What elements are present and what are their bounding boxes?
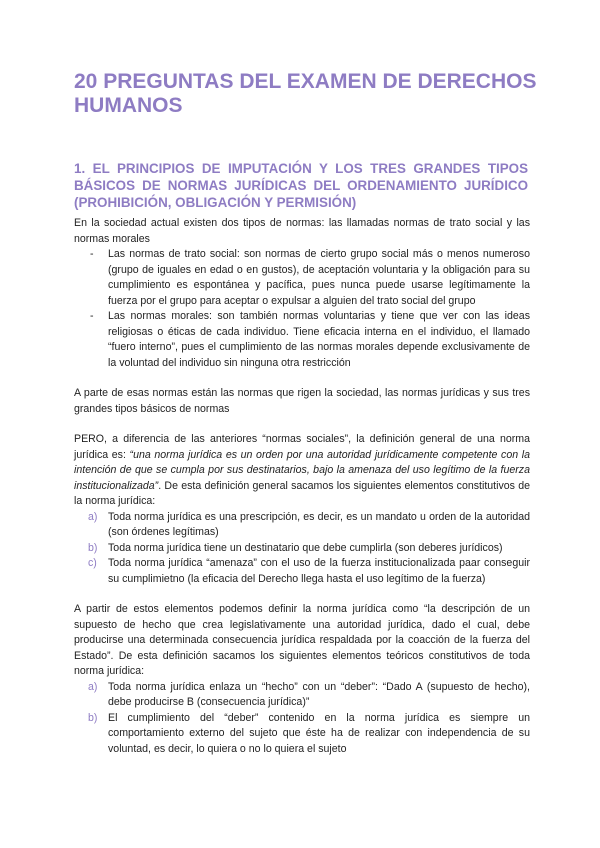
list-item-text: Toda norma jurídica “amenaza” con el uso de la fuerza institucionalizada paar conseguir su cumplimietno (la eficacia del Derecho llega hasta el uso legítimo de la fuerza) [108,557,530,585]
list-marker: c) [88,557,97,569]
document-body [74,216,530,757]
definition-quote: “una norma jurídica es un orden por una autoridad jurídicamente competente con la intención de que se cumpla por sus destinatarios, bajo la amenaza del uso legítimo de la fuerza institucionalizada” [74,448,530,492]
list-item [74,680,530,711]
intro-paragraph: En la sociedad actual existen dos tipos de normas: las llamadas normas de trato social y las normas morales [74,217,530,245]
list-item [74,556,530,587]
list-item-text: Toda norma jurídica enlaza un “hecho” con un “deber”: “Dado A (supuesto de hecho), debe producirse B (consecuencia jurídica)” [108,680,530,708]
theory-paragraph: A partir de estos elementos podemos definir la norma jurídica como “la descripción de un supuesto de hecho que crea legislativamente una autoridad jurídica, dado el cual, debe producirse una determinada consecuencia jurídica respaldada por la coacción de la fuerza del Estado”. De esta definición sacamos los siguientes elementos teóricos constitutivos de toda norma jurídica: [74,603,530,677]
list-item [74,541,530,557]
theory-elements-list [74,680,530,758]
definition-intro: PERO, a diferencia de las anteriores “normas sociales”, la definición general de una norma jurídica es: [74,433,530,461]
list-item-text: Toda norma jurídica tiene un destinatario que debe cumplirla (son deberes jurídicos) [108,541,503,554]
list-marker: b) [88,711,98,724]
definition-end: . De esta definición general sacamos los siguientes elementos constitutivos de la norma jurídica: [74,479,530,507]
list-item-text: Toda norma jurídica es una prescripción, es decir, es un mandato u orden de la autoridad (son órdenes legítimas) [108,510,530,538]
juridicas-paragraph: A parte de esas normas están las normas que rigen la sociedad, las normas jurídicas y sus tres grandes tipos básicos de normas [74,387,530,415]
list-item [74,309,530,371]
dash-marker: - [90,248,94,260]
elements-list [74,510,530,588]
dash-marker: - [90,310,94,322]
list-marker: a) [88,510,98,523]
list-item-text: Las normas de trato social: son normas de cierto grupo social más o menos numeroso (grupo de iguales en edad o en gustos), de aceptación voluntaria y la obligación para su cumplimiento es espontánea y pacífica, pues nunca puede usarse legítimamente la fuerza por el grupo para aceptar o expulsar a alguien del trato social del grupo [108,248,530,307]
list-marker: a) [88,680,98,693]
list-item-text: Las normas morales: son también normas voluntarias y tiene que ver con las ideas religiosas o éticas de cada individuo. Tiene eficacia interna en el individuo, el llamado “fuero interno”, pues el cumplimiento de las normas morales depende exclusivamente de la voluntad del individuo sin ninguna otra restricción [108,310,530,369]
document-title: 20 PREGUNTAS DEL EXAMEN DE DERECHOS HUMANOS [74,70,537,117]
section-heading: 1. EL PRINCIPIOS DE IMPUTACIÓN Y LOS TRES GRANDES TIPOS BÁSICOS DE NORMAS JURÍDICAS DEL ORDENAMIENTO JURÍDICO (PROHIBICIÓN, OBLIGACIÓN Y PERMISIÓN) [74,161,528,210]
list-marker: b) [88,541,98,554]
list-item-text: El cumplimiento del “deber” contenido en la norma jurídica es siempre un comportamiento externo del sujeto que éste ha de realizar con independencia de su voluntad, es decir, lo quiera o no lo quiera el sujeto [108,711,530,755]
list-item [74,510,530,541]
dash-list [74,247,530,371]
definition-paragraph [74,432,530,510]
list-item [74,247,530,309]
list-item [74,711,530,758]
